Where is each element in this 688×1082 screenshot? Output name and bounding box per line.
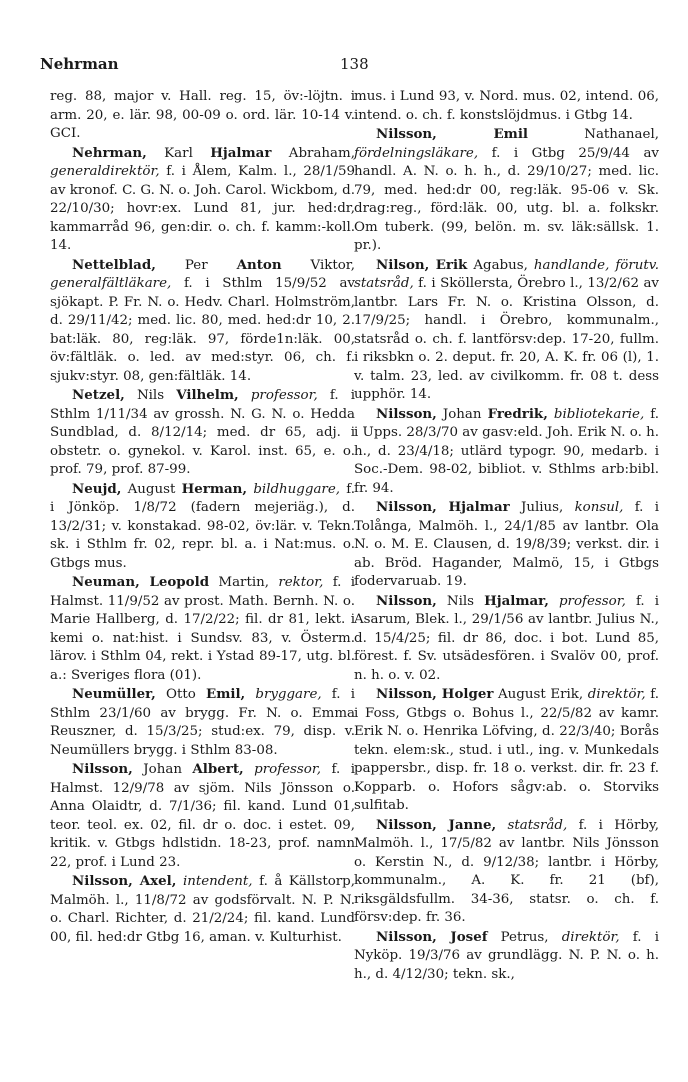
biography-entry <box>50 685 355 760</box>
entry-surname: Nilsson, Josef <box>376 928 488 945</box>
entry-body: f. i Asarum, Blek. l., 29/1/56 av lantbr. Julius N., d. 15/4/25; fil. dr 86, doc. i bot. Lund 85, förest. f. Sv. utsädesfören. i Svalöv 00, prof. n. h. o. v. 02. <box>354 593 660 683</box>
entry-surname: Nilsson, Holger <box>376 686 494 702</box>
entry-body: f. i Gtbg 25/9/44 av handl. A. N. o. h. h., d. 29/10/27; med. lic. 79, med. hed:dr 00, reg:läk. 95-06 v. Sk. drag:reg., förd:läk. 00, utg. bl. a. folkskr. Om tuberk. (99, belön. m. sv. läk:sällsk. 1. pr.). <box>354 145 659 253</box>
entry-called-name: Anton <box>236 256 282 273</box>
entry-given-names: Karl <box>146 145 211 161</box>
entry-title: direktör, <box>561 929 620 945</box>
entry-title: bildhuggare, <box>253 481 341 497</box>
page-number: 138 <box>340 55 369 73</box>
biography-entry <box>50 256 355 387</box>
entry-body: f. i Nyköp. 19/3/76 av grundlägg. N. P. N. o. h. h., d. 4/12/30; tekn. sk., <box>354 929 659 982</box>
entry-body: f. i Sthlm 15/9/52 av sjökapt. P. Fr. N. o. Hedv. Charl. Holmström, d. 29/11/42; med. lic. 80, med. hed:dr 10, 2. bat:läk. 80, reg:läk. 97, förde1n:läk. 00, öv:fältläk. o. led. av med:styr. 06, ch. f. sjukv:styr. 08, gen:fältläk. 14. <box>50 276 355 384</box>
entry-surname: Nilsson, Hjalmar <box>376 499 510 515</box>
entry-given-names: Nils <box>124 388 177 403</box>
biography-entry <box>354 816 659 928</box>
entry-given-names: Agabus, <box>467 257 534 273</box>
entry-title: professor, <box>250 388 318 403</box>
entry-title: professor, <box>558 593 626 609</box>
entry-body: f. i Halmst. 11/9/52 av prost. Math. Bernh. N. o. Marie Hallberg, d. 17/2/22; fil. dr 81, lekt. i kemi o. nat:hist. i Sundsv. 83, v. Österm. lärov. i Sthlm 04, rekt. i Ystad 89-17, utg. bl. a.: Sveriges flora (01). <box>50 575 356 683</box>
entry-given-names: Martin, <box>209 575 279 590</box>
entry-given-names: August Erik, <box>493 687 588 702</box>
entry-title: direktör, <box>587 687 646 702</box>
entry-surname: Nehrman, <box>72 144 147 161</box>
entry-surname: Neumüller, <box>72 686 156 702</box>
entry-given-names <box>245 687 255 702</box>
entry-body: f. i Sköllersta, Örebro l., 13/2/62 av lantbr. Lars Fr. N. o. Kristina Olsson, d. 17/9/25; handl. i Örebro, kommunalm., statsråd o. ch. f. lantförsv:dep. 17-20, fullm. i riksbkn o. 2. deput. fr. 20, A. K. fr. 06 (l), 1. v. talm. 23, led. av civilkomm. fr. 08 t. dess upphör. 14. <box>354 276 659 402</box>
entry-title: generalfältläkare, <box>50 276 172 291</box>
running-head-name: Nehrman <box>40 55 119 73</box>
entry-given-names <box>244 762 254 777</box>
entry-called-name: Albert, <box>192 761 244 777</box>
entry-surname: Neujd, <box>72 480 122 497</box>
entry-given-names: Johan <box>436 406 488 422</box>
entry-given-names <box>496 818 507 833</box>
entry-surname: Nilsson, Emil <box>376 126 528 142</box>
entry-body: f. i Foss, Gtbgs o. Bohus l., 22/5/82 av kamr. Erik N. o. Henrika Löfving, d. 22/3/40; Borås tekn. elem:sk., stud. i utl., ing. v. Munkedals pappersbr., disp. fr. 18 o. verkst. dir. fr. 23 f. Kopparb. o. Hofors sågv:ab. o. Storviks sulfitab. <box>354 687 660 813</box>
entry-called-name: Hjalmar <box>210 144 272 161</box>
biography-entry <box>50 872 355 947</box>
entry-called-name: Vilhelm, <box>176 387 239 403</box>
biography-entry <box>354 256 659 405</box>
entry-surname: Nilsson, <box>72 761 133 777</box>
entry-given-names: Johan <box>132 762 193 777</box>
biography-entry <box>354 685 659 816</box>
entry-surname: Nilsson, <box>376 405 437 422</box>
entry-body: f. i Hörby, Malmöh. l., 17/5/82 av lantbr. Nils Jönsson o. Kerstin N., d. 9/12/38; lantbr. i Hörby, kommunalm., A. K. fr. 21 (bf), riksgäldsfullm. 34-36, statsr. o. ch. f. försv:dep. fr. 36. <box>354 817 659 925</box>
entry-body: f. i Sthlm 1/11/34 av grossh. N. G. N. o. Hedda Sundblad, d. 8/12/14; med. dr 65, adj. i obstetr. o. gynekol. v. Karol. inst. 65, e. o. prof. 79, prof. 87-99. <box>50 388 356 477</box>
entry-title: professor, <box>254 762 322 777</box>
entry-called-name: Fredrik, <box>487 405 548 422</box>
running-head <box>40 55 648 77</box>
entry-continuation <box>354 88 659 125</box>
entry-surname: Neuman, Leopold <box>72 574 210 590</box>
entry-given-names: Per <box>155 257 237 273</box>
entry-continuation <box>50 88 355 144</box>
entry-called-name: Emil, <box>205 686 246 702</box>
entry-given-names: Otto <box>155 687 206 702</box>
entry-body: f. i Upps. 28/3/70 av gasv:eld. Joh. Erik N. o. h. h., d. 23/4/18; utlärd typogr. 90, medarb. i Soc.-Dem. 98-02, bibliot. v. Sthlms arb:bibl. fr. 94. <box>354 406 659 496</box>
entry-title: bryggare, <box>255 687 322 702</box>
entry-given-names: Julius, <box>509 500 575 515</box>
entry-surname: Nilsson, Axel, <box>72 873 177 889</box>
biography-entry <box>354 498 659 592</box>
entry-called-name: Hjalmar, <box>484 592 549 609</box>
entry-surname: Nilsson, Janne, <box>376 816 497 833</box>
entry-given-names: Viktor, <box>281 257 355 273</box>
entry-given-names: Nathanael, <box>528 127 659 142</box>
biography-entry <box>50 144 355 256</box>
entry-body: f. i Halmst. 12/9/78 av sjöm. Nils Jönsson o. Anna Olaidtr, d. 7/1/36; fil. kand. Lund 01, teor. teol. ex. 02, fil. dr o. doc. i estet. 09, kritik. v. Gtbgs hdlstidn. 18-23, prof. namn 22, prof. i Lund 23. <box>50 762 355 870</box>
biography-entry <box>354 928 659 985</box>
biography-entry <box>50 386 355 480</box>
entry-title: rektor, <box>278 575 324 590</box>
entry-body: f. i Jönköp. 1/8/72 (fadern mejeriäg.), d. 13/2/31; v. konstakad. 98-02, öv:lär. v. Tekn. sk. i Sthlm fr. 02, repr. bl. a. i Nat:mus. o. Gtbgs mus. <box>50 481 355 571</box>
biography-entry <box>354 405 659 499</box>
entry-title: fördelningsläkare, <box>354 145 479 161</box>
entry-body: f. i Sthlm 23/1/60 av brygg. Fr. N. o. Emma Reuszner, d. 15/3/25; stud:ex. 79, disp. v. Neumüllers brygg. i Sthlm 83-08. <box>50 687 355 758</box>
biography-entry <box>354 125 659 256</box>
entry-title: bibliotekarie, <box>553 406 645 422</box>
entry-surname: Nettelblad, <box>72 256 156 273</box>
entry-title: handlande, förutv. statsråd, <box>354 257 659 291</box>
left-column <box>50 88 355 947</box>
entry-text: mus. i Lund 93, v. Nord. mus. 02, intend. 06, intend. o. ch. f. konstslöjdmus. i Gtbg 14. <box>354 89 659 123</box>
biography-entry <box>50 573 355 685</box>
entry-title: konsul, <box>574 500 624 515</box>
entry-text: reg. 88, major v. Hall. reg. 15, öv:-löjtn. i arm. 20, e. lär. 98, 00-09 o. ord. lär. 10-14 v. GCI. <box>50 89 355 141</box>
entry-given-names: August <box>121 481 182 497</box>
entry-given-names: Petrus, <box>487 929 562 945</box>
biography-entry <box>354 592 659 686</box>
entry-title: intendent, <box>182 874 253 889</box>
entry-surname: Nilsson, <box>376 592 437 609</box>
entry-surname: Nilson, Erik <box>376 256 468 273</box>
biography-entry <box>50 480 355 574</box>
entry-given-names: Nils <box>436 593 485 609</box>
entry-given-names <box>549 594 559 609</box>
entry-title: statsråd, <box>507 817 568 833</box>
entry-given-names <box>239 388 251 403</box>
entry-called-name: Herman, <box>181 480 248 497</box>
entry-body: f. å Källstorp, Malmöh. l., 11/8/72 av godsförvalt. N. P. N. o. Charl. Richter, d. 21/2/24; fil. kand. Lund 00, fil. hed:dr Gtbg 16, aman. v. Kulturhist. <box>50 874 355 945</box>
entry-title: generaldirektör, <box>50 164 160 179</box>
entry-given-names: Abraham, <box>271 145 355 161</box>
entry-surname: Netzel, <box>72 387 125 403</box>
entry-body: f. i Ålem, Kalm. l., 28/1/59 av kronof. C. G. N. o. Joh. Carol. Wickbom, d. 22/10/30; hovr:ex. Lund 81, jur. hed:dr, kammarråd 96, gen:dir. o. ch. f. kamm:-koll. 14. <box>50 164 355 253</box>
entry-body: f. i Tolånga, Malmöh. l., 24/1/85 av lantbr. Ola N. o. M. E. Clausen, d. 19/8/39; verkst. dir. i ab. Bröd. Hagander, Malmö, 15, i Gtbgs fodervaruab. 19. <box>354 500 659 589</box>
right-column <box>354 88 659 984</box>
biography-entry <box>50 760 355 872</box>
